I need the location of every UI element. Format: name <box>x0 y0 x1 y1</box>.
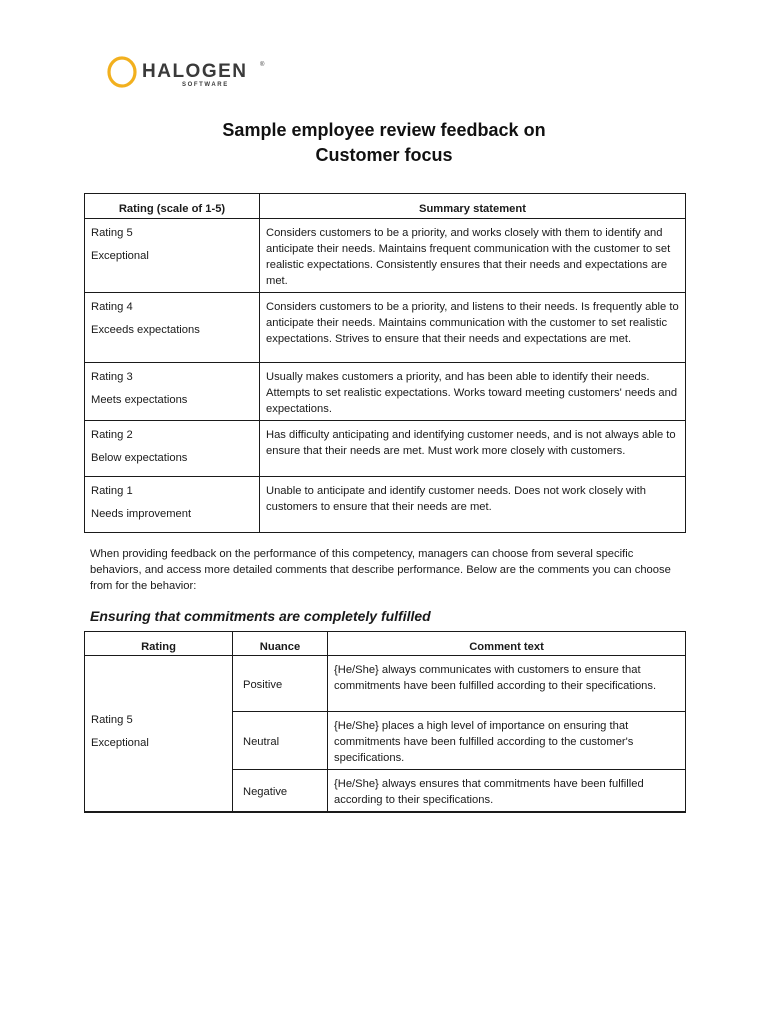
rating-label: Exceptional <box>91 737 149 749</box>
nuance-cell: Neutral <box>233 712 328 770</box>
rating-cell <box>85 219 260 293</box>
rating-number: Rating 3 <box>91 371 133 383</box>
summary-statement: Usually makes customers a priority, and has been able to identify their needs. Attempts to set realistic expectations. Works toward meeting customers' needs and expectations. <box>260 363 686 421</box>
comment-header-row <box>85 632 686 656</box>
header-rating: Rating <box>85 632 233 656</box>
table-row <box>85 219 686 293</box>
rating-number: Rating 2 <box>91 429 133 441</box>
header-summary: Summary statement <box>260 194 686 219</box>
summary-statement: Considers customers to be a priority, and listens to their needs. Is frequently able to anticipate their needs. Maintains communication with the customer to set realistic expectations. Strives to ensure that their needs and expectations are met. <box>260 293 686 363</box>
summary-table <box>84 193 686 533</box>
section-subheading: Ensuring that commitments are completely fulfilled <box>90 608 431 624</box>
rating-cell <box>85 421 260 477</box>
rating-number: Rating 4 <box>91 301 133 313</box>
halogen-ring-icon <box>106 54 140 90</box>
rating-label: Meets expectations <box>91 394 188 406</box>
table-row <box>85 363 686 421</box>
rating-label: Exceptional <box>91 250 149 262</box>
rating-label: Needs improvement <box>91 508 192 520</box>
rating-label: Exceeds expectations <box>91 324 200 336</box>
comment-text: {He/She} always communicates with customers to ensure that commitments have been fulfilled according to their specifications. <box>328 656 686 712</box>
summary-statement: Has difficulty anticipating and identifying customer needs, and is not always able to ensure that their needs are met. Must work more closely with customers. <box>260 421 686 477</box>
table-row <box>85 477 686 533</box>
comment-rating-cell <box>85 656 233 813</box>
comment-text: {He/She} places a high level of importance on ensuring that commitments have been fulfilled according to the customer's specifications. <box>328 712 686 770</box>
header-comment: Comment text <box>328 632 686 656</box>
page-title-line-2: Customer focus <box>315 145 453 165</box>
nuance-cell: Positive <box>233 656 328 712</box>
header-rating: Rating (scale of 1-5) <box>85 194 260 219</box>
ring-outer <box>109 58 135 86</box>
summary-statement: Unable to anticipate and identify customer needs. Does not work closely with customers to ensure that their needs are met. <box>260 477 686 533</box>
rating-cell <box>85 293 260 363</box>
table-row <box>85 421 686 477</box>
summary-header-row <box>85 194 686 219</box>
logo-brand: HALOGEN <box>142 61 248 82</box>
rating-label: Below expectations <box>91 452 188 464</box>
halogen-logo <box>106 54 276 94</box>
logo-sub: SOFTWARE <box>182 82 229 88</box>
logo-tm: ® <box>260 62 265 68</box>
table-row <box>85 293 686 363</box>
table-row <box>85 656 686 712</box>
rating-number: Rating 5 <box>91 227 133 239</box>
nuance-cell: Negative <box>233 770 328 813</box>
comment-table <box>84 631 686 813</box>
page-title-line-1: Sample employee review feedback on <box>222 120 546 140</box>
rating-cell <box>85 477 260 533</box>
rating-number: Rating 1 <box>91 485 133 497</box>
rating-cell <box>85 363 260 421</box>
intro-paragraph: When providing feedback on the performance of this competency, managers can choose from several specific behaviors, and access more detailed comments that describe performance. Below are the comments you can choose from for the behavior: <box>90 548 671 592</box>
summary-statement: Considers customers to be a priority, and works closely with them to identify and anticipate their needs. Maintains frequent communication with the customer to set realistic expectations. Consistently ensures that their needs and expectations are met. <box>260 219 686 293</box>
rating-number: Rating 5 <box>91 714 133 726</box>
header-nuance: Nuance <box>233 632 328 656</box>
comment-text: {He/She} always ensures that commitments have been fulfilled according to their specifications. <box>328 770 686 813</box>
